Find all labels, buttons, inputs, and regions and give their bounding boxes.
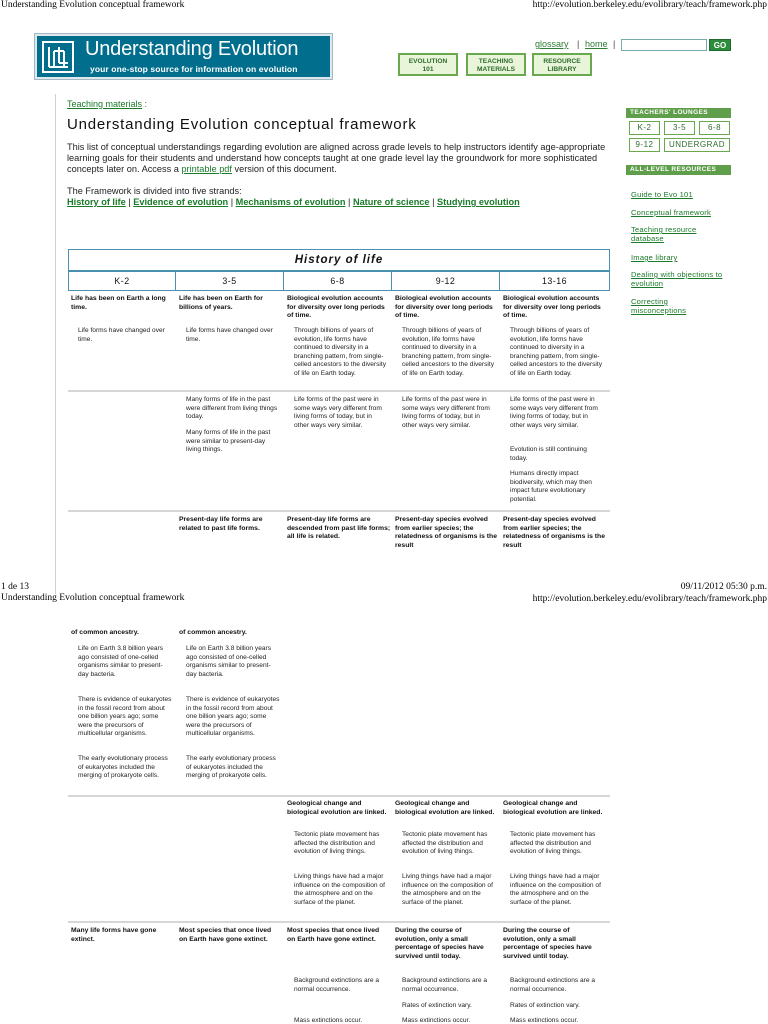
breadcrumb-teaching-materials[interactable]: Teaching materials bbox=[67, 99, 143, 109]
site-logo[interactable] bbox=[35, 34, 332, 79]
cell-detail: Life forms of the past were in some ways very different from living forms of today, but in other ways very similar. bbox=[402, 396, 490, 429]
grade-undergrad-button[interactable]: UNDERGRAD bbox=[664, 138, 730, 152]
col-header-3-5: 3-5 bbox=[175, 271, 284, 291]
cell-detail: Rates of extinction vary. bbox=[510, 1002, 580, 1009]
grade-3-5-button[interactable]: 3-5 bbox=[664, 121, 695, 135]
cell-head: Geological change and biological evolution are linked. bbox=[395, 800, 495, 816]
cell-detail: Mass extinctions occur. bbox=[402, 1017, 471, 1024]
history-of-life-title: History of life bbox=[68, 249, 610, 271]
cell-head: During the course of evolution, only a small percentage of species have survived until today. bbox=[503, 927, 592, 960]
framework-intro: The Framework is divided into five strands: bbox=[67, 186, 242, 196]
strand-link-history[interactable]: History of life bbox=[67, 197, 126, 207]
cell-detail: Life forms have changed over time. bbox=[78, 327, 165, 343]
grade-k2-button[interactable]: K-2 bbox=[629, 121, 660, 135]
cell-detail: Through billions of years of evolution, life forms have continued to diversity in a branching pattern, from single-celled ancestors to the diversity of life on Earth today. bbox=[402, 327, 494, 377]
cell-detail: Background extinctions are a normal occurrence. bbox=[402, 977, 488, 993]
teachers-lounges-header: TEACHERS' LOUNGES bbox=[626, 108, 731, 118]
intro-text: version of this document. bbox=[231, 164, 337, 174]
tab-evolution-101[interactable] bbox=[398, 53, 458, 76]
cell-detail: Many forms of life in the past were different from living things today. bbox=[186, 396, 278, 420]
cell-detail: Life on Earth 3.8 billion years ago consisted of one-celled organisms similar to present-day bacteria. bbox=[186, 645, 272, 678]
cell-detail: Living things have had a major influence on the composition of the atmosphere and on the surface of the planet. bbox=[510, 873, 601, 906]
tab-teaching-materials[interactable] bbox=[466, 53, 526, 76]
strand-links bbox=[67, 197, 587, 208]
cell-detail: Mass extinctions occur. bbox=[510, 1017, 579, 1024]
tab-label: 101 bbox=[422, 66, 434, 73]
logo-mark-icon bbox=[42, 41, 74, 73]
tab-resource-library[interactable] bbox=[532, 53, 592, 76]
cell-head: Present-day life forms are related to past life forms. bbox=[179, 516, 263, 532]
cell-head: Biological evolution accounts for diversity over long periods of time. bbox=[287, 295, 385, 319]
print-footer-page: 1 de 13 bbox=[1, 582, 29, 592]
cell-detail: Background extinctions are a normal occurrence. bbox=[294, 977, 380, 993]
cell-detail: Life forms have changed over time. bbox=[186, 327, 273, 343]
print-header-url: http://evolution.berkeley.edu/evolibrary/teach/framework.php bbox=[532, 594, 767, 604]
row-divider bbox=[68, 510, 610, 512]
home-link[interactable]: home bbox=[585, 39, 608, 49]
cell-head: During the course of evolution, only a small percentage of species have survived until today. bbox=[395, 927, 484, 960]
cell-head: Biological evolution accounts for diversity over long periods of time. bbox=[503, 295, 601, 319]
cell-head: Biological evolution accounts for diversity over long periods of time. bbox=[395, 295, 493, 319]
tab-label: MATERIALS bbox=[477, 66, 515, 73]
row-divider bbox=[68, 795, 610, 797]
sidebar-link-framework[interactable]: Conceptual framework bbox=[631, 208, 711, 217]
cell-head: Many life forms have gone extinct. bbox=[71, 927, 157, 943]
cell-head: Present-day species evolved from earlier species; the relatedness of organisms is the result bbox=[395, 516, 497, 549]
cell-detail: Through billions of years of evolution, life forms have continued to diversity in a branching pattern, from single-celled ancestors to the diversity of life on Earth today. bbox=[294, 327, 386, 377]
strand-link-nature[interactable]: Nature of science bbox=[352, 197, 430, 207]
row-divider bbox=[68, 921, 610, 923]
cell-detail: Living things have had a major influence on the composition of the atmosphere and on the surface of the planet. bbox=[402, 873, 493, 906]
cell-head: Present-day species evolved from earlier species; the relatedness of organisms is the result bbox=[503, 516, 605, 549]
sidebar-link-resource-db[interactable]: Teaching resource database bbox=[631, 225, 697, 243]
cell-head: Life has been on Earth for billions of years. bbox=[179, 295, 263, 311]
cell-head: Geological change and biological evolution are linked. bbox=[287, 800, 387, 816]
intro-text: This list of conceptual understandings regarding evolution are aligned across grade levels to help instructors identify age-appropriate learning goals for their students and understand how concepts taught at one grade level lay the groundwork for more sophisticated concepts later on. Access a bbox=[67, 142, 606, 174]
sidebar-link-image-library[interactable]: Image library bbox=[631, 253, 678, 262]
cell-detail: Many forms of life in the past were similar to present-day living things. bbox=[186, 429, 271, 453]
cell-detail: Humans directly impact biodiversity, which may then impact future evolutionary potential. bbox=[510, 470, 592, 503]
cell-detail: Rates of extinction vary. bbox=[402, 1002, 472, 1009]
cell-detail: Living things have had a major influence on the composition of the atmosphere and on the surface of the planet. bbox=[294, 873, 385, 906]
logo-tagline: your one-stop source for information on evolution bbox=[90, 64, 298, 74]
tab-label: RESOURCE bbox=[543, 58, 581, 65]
strand-separator: | bbox=[125, 197, 134, 207]
cell-head: Most species that once lived on Earth have gone extinct. bbox=[287, 927, 380, 943]
cell-head: Present-day life forms are descended from past life forms; all life is related. bbox=[287, 516, 391, 540]
col-header-6-8: 6-8 bbox=[283, 271, 392, 291]
cell-detail: Through billions of years of evolution, life forms have continued to diversity in a branching pattern, from single-celled ancestors to the diversity of life on Earth today. bbox=[510, 327, 602, 377]
strand-link-mechanisms[interactable]: Mechanisms of evolution bbox=[235, 197, 346, 207]
strand-separator: | bbox=[345, 197, 353, 207]
strand-separator: | bbox=[228, 197, 236, 207]
print-header-title: Understanding Evolution conceptual framework bbox=[1, 0, 185, 10]
tab-label: TEACHING bbox=[478, 58, 514, 65]
sidebar-link-objections[interactable]: Dealing with objections to evolution bbox=[631, 270, 723, 288]
cell-detail: Life on Earth 3.8 billion years ago consisted of one-celled organisms similar to present-day bacteria. bbox=[78, 645, 164, 678]
tab-label: EVOLUTION bbox=[408, 58, 448, 65]
row-divider bbox=[68, 390, 610, 392]
cell-detail: There is evidence of eukaryotes in the fossil record from about one billion years ago; some were the precursors of multicellular organisms. bbox=[186, 696, 280, 737]
cell-detail: Background extinctions are a normal occurrence. bbox=[510, 977, 596, 993]
strand-link-studying[interactable]: Studying evolution bbox=[437, 197, 520, 207]
cell-head: Most species that once lived on Earth have gone extinct. bbox=[179, 927, 272, 943]
go-button[interactable]: GO bbox=[709, 39, 731, 51]
cell-detail: The early evolutionary process of eukaryotes included the merging of prokaryote cells. bbox=[78, 755, 168, 779]
cell-detail: The early evolutionary process of eukaryotes included the merging of prokaryote cells. bbox=[186, 755, 276, 779]
cell-detail: Mass extinctions occur. bbox=[294, 1017, 363, 1024]
cell-detail: Tectonic plate movement has affected the distribution and evolution of living things. bbox=[402, 831, 488, 855]
cell-head: Geological change and biological evolution are linked. bbox=[503, 800, 603, 816]
all-level-resources-header: ALL-LEVEL RESOURCES bbox=[626, 165, 731, 175]
cell-detail: Life forms of the past were in some ways very different from living forms of today, but in other ways very similar. bbox=[294, 396, 382, 429]
cell-head: of common ancestry. bbox=[71, 629, 139, 636]
tab-label: LIBRARY bbox=[547, 66, 577, 73]
print-header-title: Understanding Evolution conceptual framework bbox=[1, 593, 185, 603]
breadcrumb bbox=[67, 99, 147, 109]
cell-head: of common ancestry. bbox=[179, 629, 247, 636]
cell-detail: Evolution is still continuing today. bbox=[510, 446, 587, 462]
logo-title: Understanding Evolution bbox=[85, 38, 299, 60]
page-title: Understanding Evolution conceptual framework bbox=[67, 116, 417, 133]
content-left-border bbox=[55, 94, 56, 594]
grade-6-8-button[interactable]: 6-8 bbox=[699, 121, 730, 135]
col-header-13-16: 13-16 bbox=[499, 271, 610, 291]
cell-detail: Tectonic plate movement has affected the distribution and evolution of living things. bbox=[294, 831, 380, 855]
sidebar-link-guide[interactable]: Guide to Evo 101 bbox=[631, 190, 693, 199]
sidebar-link-misconceptions[interactable]: Correcting misconceptions bbox=[631, 297, 687, 315]
print-footer-date: 09/11/2012 05:30 p.m. bbox=[680, 582, 767, 592]
col-header-k2: K-2 bbox=[68, 271, 176, 291]
glossary-link[interactable]: glossary bbox=[535, 39, 569, 49]
cell-head: Life has been on Earth a long time. bbox=[71, 295, 166, 311]
strand-separator: | bbox=[429, 197, 438, 207]
link-separator: | bbox=[577, 39, 580, 49]
print-header-url: http://evolution.berkeley.edu/evolibrary/teach/framework.php bbox=[532, 0, 767, 10]
strand-link-evidence[interactable]: Evidence of evolution bbox=[133, 197, 229, 207]
cell-detail: There is evidence of eukaryotes in the fossil record from about one billion years ago; some were the precursors of multicellular organisms. bbox=[78, 696, 172, 737]
breadcrumb-suffix: : bbox=[142, 99, 148, 109]
link-separator: | bbox=[613, 39, 616, 49]
search-input[interactable] bbox=[621, 39, 707, 51]
cell-detail: Life forms of the past were in some ways very different from living forms of today, but in other ways very similar. bbox=[510, 396, 598, 429]
col-header-9-12: 9-12 bbox=[391, 271, 500, 291]
intro-paragraph bbox=[67, 142, 612, 175]
cell-detail: Tectonic plate movement has affected the distribution and evolution of living things. bbox=[510, 831, 596, 855]
grade-9-12-button[interactable]: 9-12 bbox=[629, 138, 660, 152]
printable-pdf-link[interactable]: printable pdf bbox=[181, 164, 232, 174]
